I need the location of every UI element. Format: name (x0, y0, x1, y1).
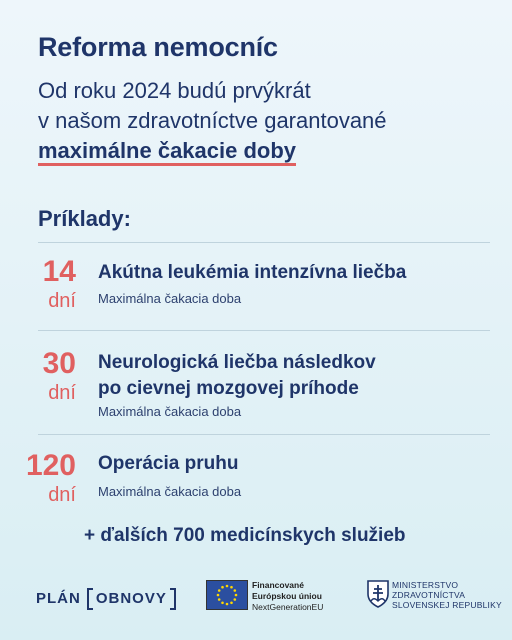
examples-heading: Príklady: (38, 206, 131, 231)
plan-logo-word-2: OBNOVY (95, 589, 167, 607)
eu-line-2: Európskou úniou (252, 591, 322, 601)
item-note: Maximálna čakacia doba (98, 484, 242, 499)
eu-funding-text (252, 580, 323, 613)
ministry-line-3: SLOVENSKEJ REPUBLIKY (392, 600, 502, 610)
ministry-line-2: ZDRAVOTNÍCTVA (392, 590, 466, 600)
divider (38, 242, 490, 243)
item-days-number: 30 (42, 347, 76, 380)
eu-line-1: Financované (252, 580, 304, 590)
item-days-unit: dní (48, 382, 76, 404)
footer-logos (0, 572, 512, 622)
item-name-line-1: Operácia pruhu (98, 453, 239, 474)
item-name-line-2: po cievnej mozgovej príhode (98, 378, 359, 399)
item-name (98, 260, 498, 286)
plan-obnovy-logo (36, 588, 176, 610)
ministry-line-1: MINISTERSTVO (392, 580, 459, 590)
item-days-number: 120 (25, 449, 76, 482)
item-name (98, 350, 498, 402)
subtitle-line-1: Od roku 2024 budú prvýkrát (38, 78, 311, 103)
ministry-logo-text (392, 580, 502, 610)
item-note: Maximálna čakacia doba (98, 291, 242, 306)
plan-logo-word-1: PLÁN (36, 589, 81, 607)
item-days-number: 14 (42, 255, 76, 288)
item-name-line-1: Neurologická liečba následkov (98, 352, 376, 373)
item-days-unit: dní (48, 290, 76, 312)
item-note: Maximálna čakacia doba (98, 404, 242, 419)
eu-flag-icon (206, 580, 248, 610)
subtitle-line-2: v našom zdravotníctve garantované (38, 108, 387, 133)
item-days-unit: dní (48, 484, 76, 506)
eu-line-3: NextGenerationEU (252, 602, 324, 612)
more-services-note: + ďalších 700 medicínskych služieb (84, 525, 406, 546)
slovak-coat-of-arms-icon (367, 580, 389, 608)
item-name (98, 451, 498, 477)
subtitle (38, 76, 498, 166)
subtitle-highlight: maximálne čakacie doby (38, 139, 296, 166)
page-title: Reforma nemocníc (38, 32, 278, 62)
divider (38, 330, 490, 331)
divider (38, 434, 490, 435)
item-name-line-1: Akútna leukémia intenzívna liečba (98, 262, 407, 283)
